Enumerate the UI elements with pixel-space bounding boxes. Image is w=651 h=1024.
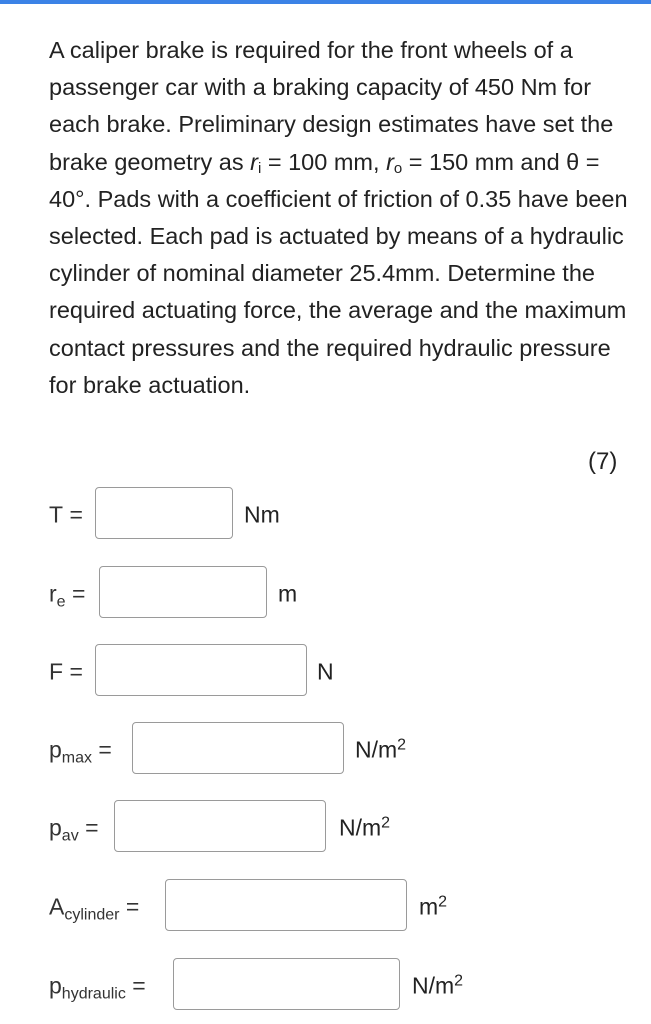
- field-label-force: F =: [49, 658, 83, 685]
- ro-symbol: r: [386, 148, 394, 175]
- field-label-cylinder-area: $A_{cylinder}$ =: [49, 893, 140, 924]
- field-label-torque: T =: [49, 501, 83, 528]
- problem-intro: A caliper brake is required for the front wheels of a passenger car with a braking capacity of 450 Nm for each brake. Preliminary design estimates have set the brake geometry as: [49, 37, 614, 175]
- problem-rest: Pads with a coefficient of friction of 0.35 have been selected. Each pad is actuated by means of a hydraulic cylinder of nominal diameter 25.4mm. Determine the required actuating force, the average and the maximum contact pressures and the required hydraulic pressure for brake actuation.: [49, 185, 628, 398]
- average-pressure-input[interactable]: [114, 800, 326, 852]
- field-unit-average-pressure: $N/m^2$: [339, 814, 391, 841]
- field-unit-cylinder-area: $m^2$: [419, 893, 448, 920]
- field-label-max-pressure: $p_{max}$ =: [49, 736, 112, 767]
- field-unit-hydraulic-pressure: $N/m^2$: [412, 972, 464, 999]
- ro-value: = 150 mm and θ = 40°.: [49, 148, 600, 212]
- ro-subscript: o: [393, 159, 403, 177]
- field-label-average-pressure: $p_{av}$ =: [49, 814, 99, 845]
- field-unit-force: N: [317, 658, 334, 685]
- marks-label: (7): [588, 448, 618, 475]
- field-unit-torque: Nm: [244, 501, 280, 528]
- force-input[interactable]: [95, 644, 307, 696]
- field-label-hydraulic-pressure: $p_{hydraulic}$ =: [49, 972, 146, 1003]
- torque-input[interactable]: [95, 487, 233, 539]
- problem-statement: [49, 32, 629, 404]
- ri-value: = 100 mm,: [261, 148, 380, 175]
- max-pressure-input[interactable]: [132, 722, 344, 774]
- field-unit-effective-radius: m: [278, 580, 298, 607]
- cylinder-area-input[interactable]: [165, 879, 407, 931]
- ri-symbol: r: [250, 148, 258, 175]
- ri-subscript: i: [257, 159, 262, 177]
- hydraulic-pressure-input[interactable]: [173, 958, 400, 1010]
- top-accent-bar: [0, 0, 651, 4]
- field-unit-max-pressure: $N/m^2$: [355, 736, 407, 763]
- field-label-effective-radius: $r_e$ =: [49, 580, 86, 611]
- effective-radius-input[interactable]: [99, 566, 267, 618]
